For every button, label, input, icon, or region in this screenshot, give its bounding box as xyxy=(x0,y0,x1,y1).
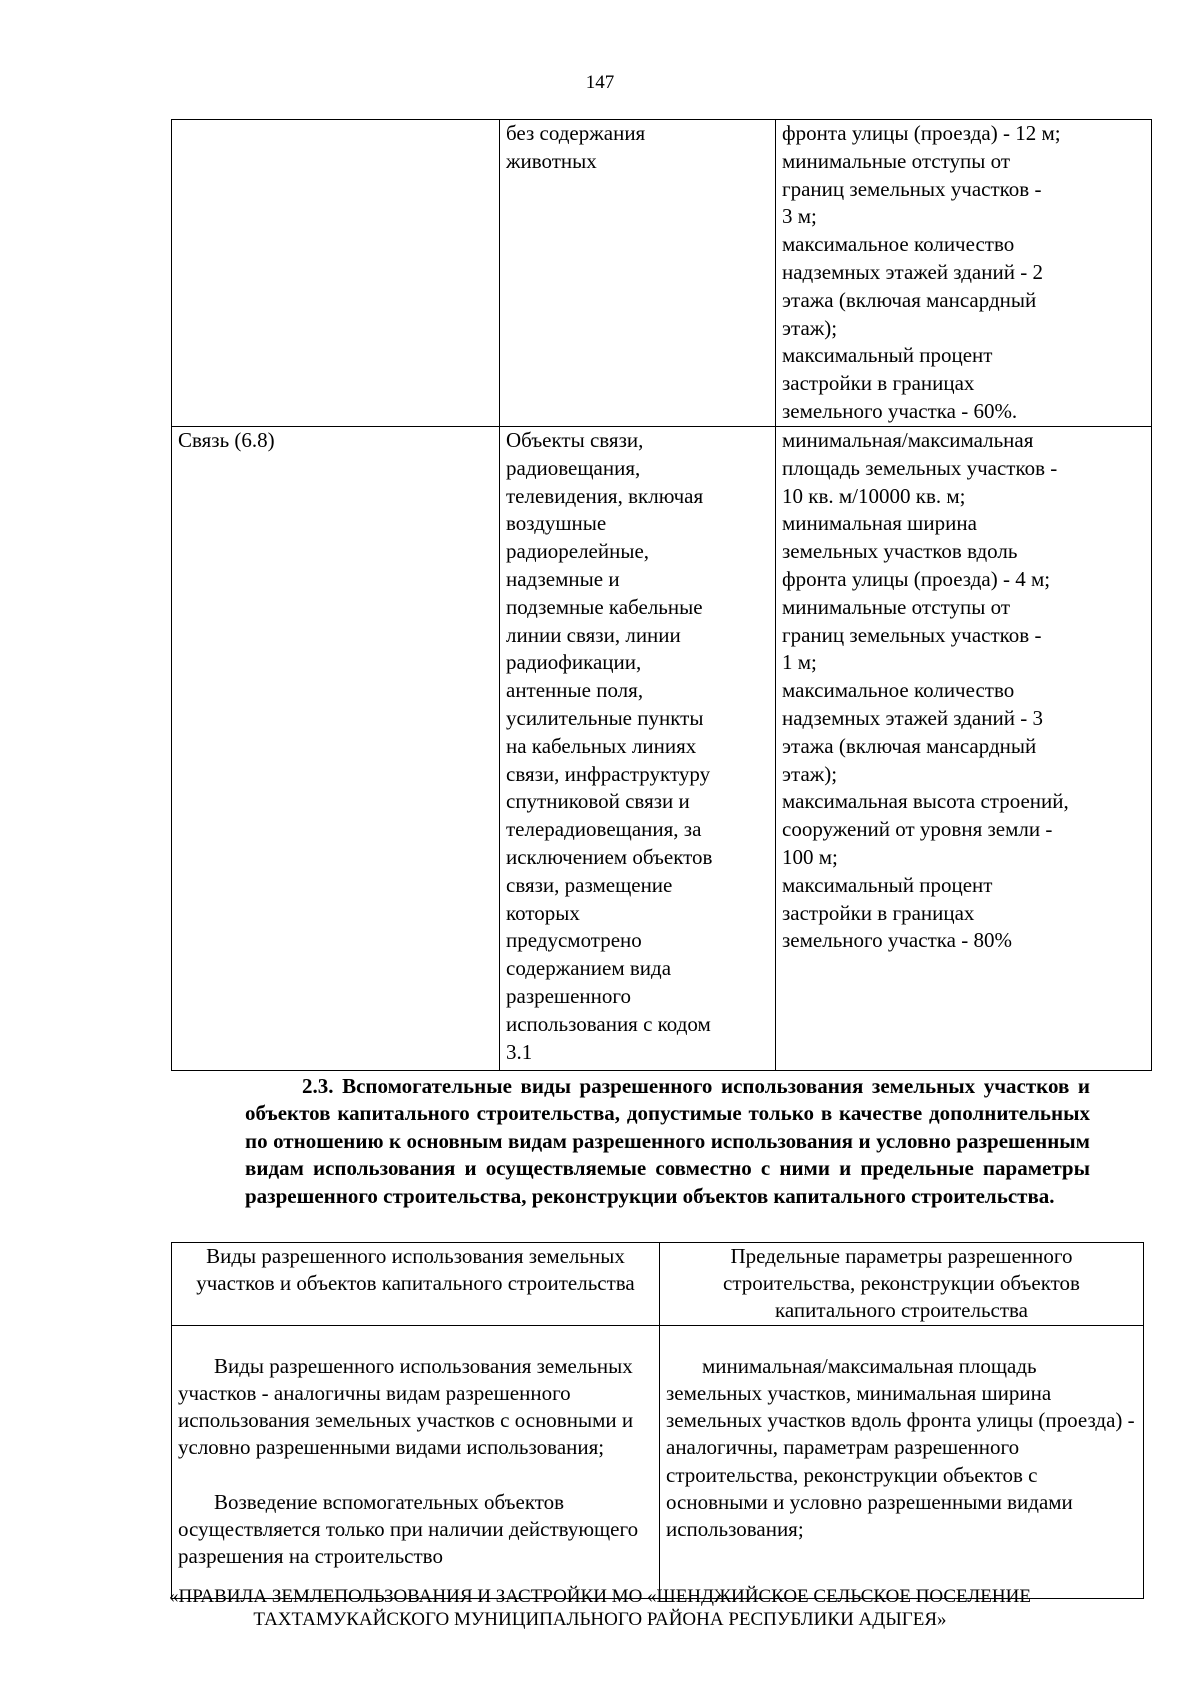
table-row xyxy=(172,1325,1144,1598)
table-cell-use-type xyxy=(172,120,500,427)
auxiliary-use-table xyxy=(171,1242,1144,1599)
table-cell-use-type: Связь (6.8) xyxy=(172,427,500,1071)
table-cell-uses xyxy=(172,1325,660,1598)
table-cell-parameters: фронта улицы (проезда) - 12 м; минимальные отступы от границ земельных участков - 3 м; максимальное количество надземных этажей зданий - 2 этажа (включая мансардный этаж); максимальный процент застройки в границах земельного участка - 60%. xyxy=(776,120,1152,427)
table-cell-parameters xyxy=(660,1325,1144,1598)
uses-paragraph: Виды разрешенного использования земельных участков - аналогичны видам разрешенного использования земельных участков с основными и условно разрешенными видами использования; xyxy=(178,1353,634,1460)
table-cell-description: Объекты связи, радиовещания, телевидения, включая воздушные радиорелейные, надземные и подземные кабельные линии связи, линии радиофикации, антенные поля, усилительные пункты на кабельных линиях связи, инфраструктуру спутниковой связи и телерадиовещания, за исключением объектов связи, размещение которых предусмотрено содержанием вида разрешенного использования с кодом 3.1 xyxy=(500,427,776,1071)
parameters-paragraph: минимальная/максимальная площадь земельных участков, минимальная ширина земельных участков вдоль фронта улицы (проезда) - аналогичны, параметрам разрешенного строительства, реконструкции объектов с основными и условно разрешенными видами использования; xyxy=(666,1353,1135,1542)
table-row xyxy=(172,427,1152,1071)
table-header-parameters: Предельные параметры разрешенного строительства, реконструкции объектов капитального строительства xyxy=(660,1243,1144,1326)
table-cell-parameters: минимальная/максимальная площадь земельных участков - 10 кв. м/10000 кв. м; минимальная ширина земельных участков вдоль фронта улицы (проезда) - 4 м; минимальные отступы от границ земельных участков - 1 м; максимальное количество надземных этажей зданий - 3 этажа (включая мансардный этаж); максимальная высота строений, сооружений от уровня земли - 100 м; максимальный процент застройки в границах земельного участка - 80% xyxy=(776,427,1152,1071)
document-footer: «ПРАВИЛА ЗЕМЛЕПОЛЬЗОВАНИЯ И ЗАСТРОЙКИ МО «ШЕНДЖИЙСКОЕ СЕЛЬСКОЕ ПОСЕЛЕНИЕ ТАХТАМУКАЙСКОГО МУНИЦИПАЛЬНОГО РАЙОНА РЕСПУБЛИКИ АДЫГЕЯ» xyxy=(169,1586,1031,1630)
table-header-uses: Виды разрешенного использования земельных участков и объектов капитального строительства xyxy=(172,1243,660,1326)
land-use-table xyxy=(171,119,1152,1071)
section-heading: 2.3. Вспомогательные виды разрешенного использования земельных участков и объектов капитального строительства, допустимые только в качестве дополнительных по отношению к основным видам разрешенного использования и условно разрешенным видам использования и осуществляемые совместно с ними и предельные параметры разрешенного строительства, реконструкции объектов капитального строительства. xyxy=(245,1074,1090,1208)
table-row xyxy=(172,120,1152,427)
page-number: 147 xyxy=(585,72,615,93)
table-cell-description: без содержания животных xyxy=(500,120,776,427)
uses-paragraph: Возведение вспомогательных объектов осуществляется только при наличии действующего разрешения на строительство xyxy=(178,1489,639,1569)
table-header-row xyxy=(172,1243,1144,1326)
